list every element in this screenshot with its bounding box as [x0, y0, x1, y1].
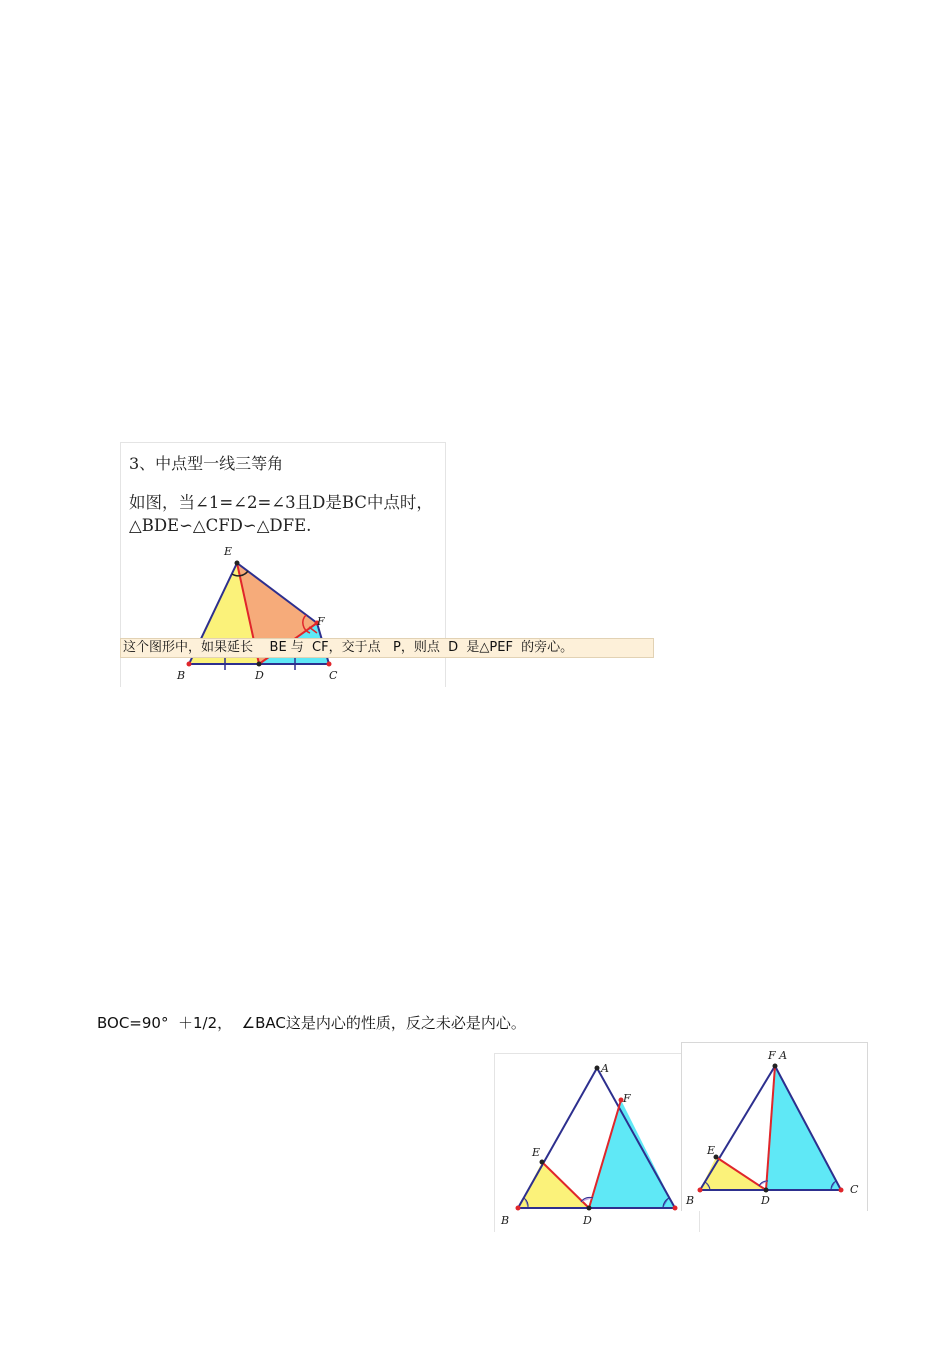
- label-fa: F A: [768, 1049, 788, 1062]
- label-a: A: [601, 1062, 609, 1075]
- point-c: [839, 1188, 844, 1193]
- point-c: [327, 662, 332, 667]
- triangle-dfc: [766, 1066, 841, 1190]
- point-a: [595, 1066, 600, 1071]
- point-e: [235, 561, 240, 566]
- triangle-figure-3: [682, 1043, 867, 1211]
- point-e: [540, 1160, 545, 1165]
- figure-description-line-1: 如图，当∠1=∠2=∠3且D是BC中点时，: [129, 493, 433, 512]
- point-fa: [773, 1064, 778, 1069]
- point-b: [698, 1188, 703, 1193]
- label-c: C: [850, 1183, 859, 1196]
- point-d: [587, 1206, 592, 1211]
- triangle-dfc: [589, 1100, 675, 1208]
- point-c: [673, 1206, 678, 1211]
- label-f: F: [317, 615, 325, 628]
- label-e: E: [224, 545, 233, 558]
- point-d: [764, 1188, 769, 1193]
- figure-description-line-2: △BDE∽△CFD∽△DFE.: [129, 516, 312, 535]
- incenter-property-text: BOC=90° ＋1/2， ∠BAC这是内心的性质，反之未必是内心。: [97, 1014, 526, 1032]
- label-e: E: [707, 1144, 716, 1157]
- triangle-figure-2-panel: [494, 1053, 700, 1232]
- label-b: B: [177, 669, 186, 682]
- label-d: D: [761, 1194, 770, 1207]
- triangle-figure-3-panel: [681, 1042, 868, 1211]
- triangle-figure-2: [495, 1054, 699, 1232]
- triangle-bde: [518, 1162, 589, 1208]
- label-e: E: [532, 1146, 541, 1159]
- label-b: B: [501, 1214, 510, 1227]
- label-f: F: [623, 1092, 631, 1105]
- excenter-note: 这个图形中，如果延长 BE 与 CF，交于点 P，则点 D 是△PEF 的旁心。: [120, 638, 654, 658]
- point-b: [516, 1206, 521, 1211]
- point-b: [187, 662, 192, 667]
- figure-heading: 3、中点型一线三等角: [129, 454, 284, 473]
- label-d: D: [583, 1214, 592, 1227]
- label-d: D: [255, 669, 264, 682]
- label-b: B: [686, 1194, 695, 1207]
- label-c: C: [329, 669, 338, 682]
- point-d: [257, 662, 262, 667]
